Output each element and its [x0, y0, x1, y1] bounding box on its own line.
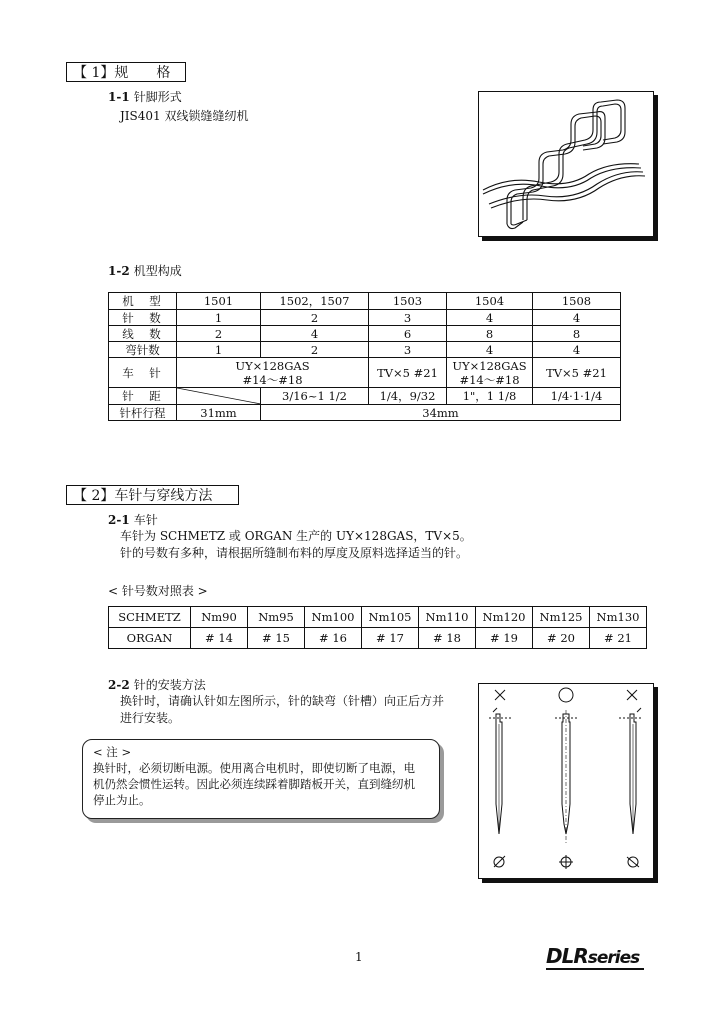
spec-cell-empty	[177, 388, 261, 405]
spec-cell: 2	[261, 310, 369, 326]
needle-cell: # 18	[419, 628, 476, 649]
needle-cell: Nm125	[533, 607, 590, 628]
needle-cross-section-icon	[559, 855, 573, 869]
needle-cross-section-icon	[627, 857, 639, 867]
spec-cell: 1"，1 1/8	[447, 388, 533, 405]
needle-cell: Nm95	[248, 607, 305, 628]
subsection-1-2-title: 机型构成	[133, 264, 182, 278]
section-1-title: 【 1】规 格	[66, 62, 186, 82]
needle-cell: Nm90	[191, 607, 248, 628]
spec-cell: 1/4·1·1/4	[533, 388, 621, 405]
install-desc-line-2: 进行安装。	[120, 711, 181, 725]
spec-row-thread-count	[109, 326, 621, 342]
needle-cell: Nm120	[476, 607, 533, 628]
spec-cell: 2	[261, 342, 369, 358]
spec-model-col: 1502，1507	[261, 293, 369, 310]
spec-label-gauge: 针 距	[109, 388, 177, 405]
needle-orientation-illustration	[479, 684, 651, 876]
caution-note-box	[82, 739, 440, 819]
spec-model-col: 1501	[177, 293, 261, 310]
spec-cell: TV×5 #21	[369, 358, 447, 388]
logo-underline	[546, 968, 644, 970]
subsection-2-2-title: 针的安装方法	[133, 678, 206, 692]
spec-cell: TV×5 #21	[533, 358, 621, 388]
subsection-1-1-heading	[108, 88, 182, 105]
spec-label-stroke: 针杆行程	[109, 405, 177, 421]
subsection-2-2-heading	[108, 676, 206, 693]
spec-row-needle	[109, 358, 621, 388]
needle-cell: # 19	[476, 628, 533, 649]
spec-row-needle-count	[109, 310, 621, 326]
spec-cell: 2	[177, 326, 261, 342]
logo-light-text: series	[587, 948, 640, 968]
correct-mark-icon	[559, 688, 573, 702]
spec-cell: 6	[369, 326, 447, 342]
note-line-3: 停止为止。	[93, 793, 151, 807]
spec-cell: 4	[447, 310, 533, 326]
needle-cell: # 20	[533, 628, 590, 649]
spec-model-col: 1508	[533, 293, 621, 310]
spec-row-looper-count	[109, 342, 621, 358]
spec-cell: 31mm	[177, 405, 261, 421]
needle-cell: # 17	[362, 628, 419, 649]
diagonal-line	[177, 388, 261, 404]
note-title: < 注 >	[93, 745, 132, 759]
spec-row-stroke	[109, 405, 621, 421]
subsection-2-1-title: 车针	[133, 513, 158, 527]
dlr-series-logo	[546, 944, 639, 968]
needle-row-schmetz	[109, 607, 647, 628]
needle-cell: # 16	[305, 628, 362, 649]
needle-table-caption: < 针号数对照表 >	[108, 584, 208, 598]
note-line-1: 换针时，必须切断电源。使用离合电机时，即使切断了电源，电	[93, 761, 415, 775]
spec-cell: 3	[369, 342, 447, 358]
subsection-1-2-number: 1-2	[108, 264, 130, 278]
stitch-type-text: JIS401 双线锁缝缝纫机	[120, 109, 249, 123]
spec-label-needle-count: 针 数	[109, 310, 177, 326]
spec-cell: 4	[447, 342, 533, 358]
spec-cell: 1/4，9/32	[369, 388, 447, 405]
model-spec-table	[108, 292, 621, 421]
section-2-title: 【 2】车针与穿线方法	[66, 485, 239, 505]
spec-label-looper-count: 弯针数	[109, 342, 177, 358]
spec-cell: 1	[177, 310, 261, 326]
spec-cell: 34mm	[261, 405, 621, 421]
needle-row-label: SCHMETZ	[109, 607, 191, 628]
needle-row-label: ORGAN	[109, 628, 191, 649]
install-desc-line-1: 换针时，请确认针如左图所示，针的缺弯（针槽）向正后方并	[120, 694, 445, 708]
spec-cell: 4	[261, 326, 369, 342]
subsection-2-1-number: 2-1	[108, 513, 130, 527]
spec-cell	[177, 358, 369, 388]
subsection-1-1-title: 针脚形式	[133, 90, 182, 104]
spec-needle-size: #14～#18	[242, 372, 303, 387]
needle-cell: # 14	[191, 628, 248, 649]
spec-needle-size: #14～#18	[459, 372, 520, 387]
needle-cell: Nm110	[419, 607, 476, 628]
spec-cell	[447, 358, 533, 388]
spec-cell: 4	[533, 310, 621, 326]
spec-row-gauge	[109, 388, 621, 405]
spec-cell: 8	[533, 326, 621, 342]
subsection-1-1-number: 1-1	[108, 90, 130, 104]
spec-cell: 3/16~1 1/2	[261, 388, 369, 405]
spec-label-model: 机 型	[109, 293, 177, 310]
spec-label-needle: 车 针	[109, 358, 177, 388]
needle-cross-section-icon	[494, 856, 505, 867]
needle-desc-line-1: 车针为 SCHMETZ 或 ORGAN 生产的 UY×128GAS，TV×5。	[120, 529, 472, 543]
subsection-2-1-heading	[108, 511, 158, 528]
needle-row-organ	[109, 628, 647, 649]
needle-size-table	[108, 606, 647, 649]
needle-cell: Nm100	[305, 607, 362, 628]
spec-row-model	[109, 293, 621, 310]
spec-cell: 1	[177, 342, 261, 358]
spec-model-col: 1504	[447, 293, 533, 310]
needle-cell: Nm105	[362, 607, 419, 628]
needle-desc-line-2: 针的号数有多种，请根据所缝制布料的厚度及原料选择适当的针。	[120, 546, 469, 560]
page-number: 1	[355, 950, 363, 964]
note-line-2: 机仍然会惯性运转。因此必须连续踩着脚踏板开关，直到缝纫机	[93, 777, 415, 791]
subsection-1-2-heading	[108, 262, 182, 279]
spec-needle-type: UY×128GAS	[452, 358, 527, 373]
spec-cell: 4	[533, 342, 621, 358]
wrong-mark-icon	[627, 690, 637, 700]
spec-model-col: 1503	[369, 293, 447, 310]
subsection-2-2-number: 2-2	[108, 678, 130, 692]
wrong-mark-icon	[495, 690, 505, 700]
spec-needle-type: UY×128GAS	[235, 358, 310, 373]
chain-stitch-illustration	[479, 92, 651, 234]
needle-cell: Nm130	[590, 607, 647, 628]
needle-cell: # 21	[590, 628, 647, 649]
spec-cell: 8	[447, 326, 533, 342]
stitch-figure	[478, 91, 654, 237]
needle-install-figure	[478, 683, 654, 879]
spec-cell: 3	[369, 310, 447, 326]
logo-bold-text: DLR	[546, 944, 588, 968]
needle-cell: # 15	[248, 628, 305, 649]
spec-label-thread-count: 线 数	[109, 326, 177, 342]
